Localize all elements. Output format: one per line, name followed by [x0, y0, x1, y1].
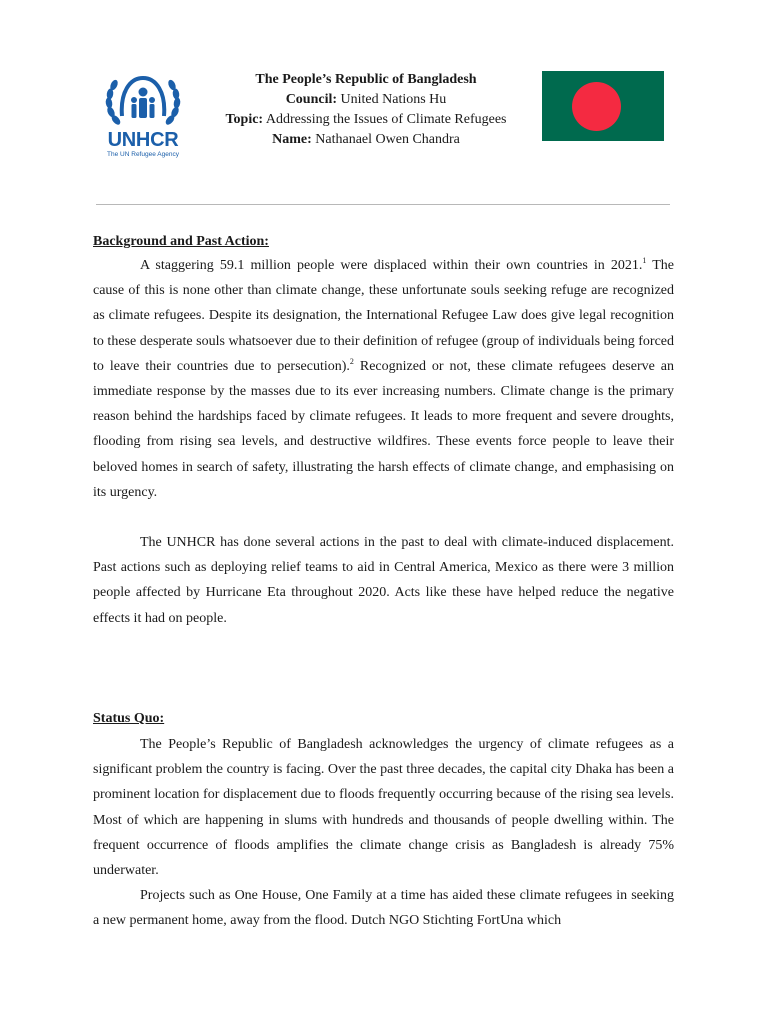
unhcr-logo	[100, 72, 186, 162]
name-line: Name: Nathanael Owen Chandra	[272, 132, 460, 147]
background-paragraph-1: A staggering 59.1 million people were displaced within their own countries in 2021.$^1$ The cause of this is none other than climate change, these unfortunate souls seeking refuge are recognized as climate refugees. Despite its designation, the International Refugee Law does give legal recognition to these desperate souls whatsoever due to their definition of refugee (group of individuals being forced to leave their countries due to persecution).$^2$ Recognized or not, these climate refugees deserve an immediate response by the masses due to its ever increasing numbers. Climate change is the primary reason behind the hardships faced by climate refugees. It leads to more frequent and severe droughts, flooding from rising sea levels, and destructive wildfires. These events force people to leave their beloved homes in search of safety, illustrating the harsh effects of climate change, and emphasising on its urgency.	[93, 256, 674, 500]
status-quo-paragraph-1: The People’s Republic of Bangladesh acknowledges the urgency of climate refugees as a significant problem the country is facing. Over the past three decades, the capital city Dhaka has been a prominent location for displacement due to floods frequently occurring because of the rising sea levels. Most of which are happening in slums with hundreds and thousands of people dwelling within. The frequent occurrence of floods amplifies the climate change crisis as Bangladesh is already 75% underwater.	[93, 737, 674, 879]
footnote-2: 2	[349, 356, 354, 366]
background-paragraph-2: The UNHCR has done several actions in the past to deal with climate-induced displacement. Past actions such as deploying relief teams to aid in Central America, Mexico as there were 3 million people affected by Hurricane Eta throughout 2020. Acts like these have helped reduce the negative effects it had on people.	[93, 535, 674, 626]
flag-red-disc	[572, 82, 621, 131]
status-quo-heading: Status Quo:	[93, 711, 165, 726]
header-divider	[96, 204, 670, 205]
logo-title: UNHCR	[107, 129, 179, 151]
background-heading: Background and Past Action:	[93, 234, 269, 249]
country-title: The People’s Republic of Bangladesh	[255, 72, 477, 87]
topic-line: Topic: Addressing the Issues of Climate Refugees	[225, 112, 507, 127]
status-quo-paragraph-2: Projects such as One House, One Family at a time has aided these climate refugees in seeking a new permanent home, away from the flood. Dutch NGO Stichting FortUna which	[93, 888, 674, 929]
unhcr-emblem-icon	[100, 72, 186, 130]
document-header	[196, 70, 536, 150]
council-line: Council: United Nations Hu	[285, 92, 447, 107]
logo-tagline: The UN Refugee Agency	[107, 151, 179, 158]
bangladesh-flag	[542, 71, 664, 141]
footnote-1: 1	[642, 256, 647, 265]
